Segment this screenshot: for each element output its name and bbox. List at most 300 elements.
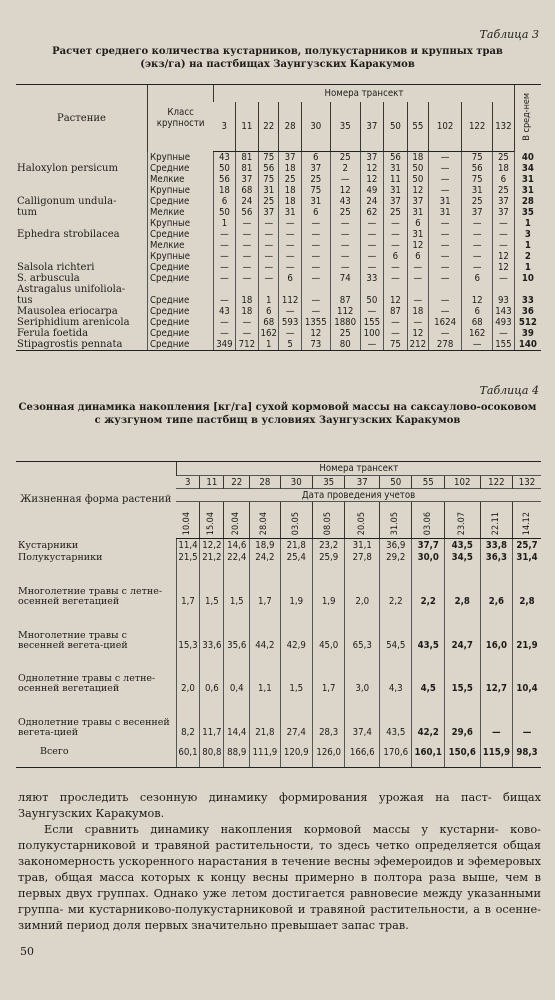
value-cell: 3,0	[345, 651, 380, 694]
value-cell: 25	[384, 207, 408, 218]
value-cell: —	[235, 251, 259, 262]
value-cell: 25,9	[312, 551, 344, 563]
value-cell: 37	[493, 196, 514, 207]
value-cell: 27,8	[345, 551, 380, 563]
table3-title-line2: (экз/га) на пастбищах Заунгузских Каракумов	[140, 59, 415, 70]
table4-title-line2: с жузгуном типе пастбищ в условиях Заунгузских Каракумов	[94, 415, 461, 426]
value-cell: 31	[514, 185, 541, 196]
value-cell: —	[360, 339, 384, 351]
value-cell: 31	[279, 207, 301, 218]
value-cell: 12	[407, 240, 428, 251]
value-cell: —	[214, 251, 235, 262]
table-row	[16, 539, 541, 551]
value-cell: —	[235, 262, 259, 273]
value-cell: 12	[407, 185, 428, 196]
table4-date	[250, 502, 280, 539]
table-row	[16, 240, 541, 251]
value-cell: 12,2	[200, 539, 224, 551]
value-cell: 2,2	[412, 563, 444, 607]
size-class: Мелкие	[147, 240, 213, 251]
value-cell: 278	[429, 339, 462, 351]
table4-date	[513, 502, 541, 539]
value-cell: —	[301, 218, 330, 229]
value-cell: 31	[407, 207, 428, 218]
value-cell: 593	[279, 317, 301, 328]
value-cell: 25	[259, 196, 279, 207]
value-cell: —	[301, 262, 330, 273]
value-cell	[330, 284, 360, 295]
value-cell: 31	[384, 185, 408, 196]
value-cell: 37	[407, 196, 428, 207]
value-cell: 56	[235, 207, 259, 218]
value-cell: 50	[214, 163, 235, 174]
plant-name	[16, 240, 147, 251]
value-cell: 68	[235, 185, 259, 196]
table4-date	[312, 502, 344, 539]
value-cell: 166,6	[345, 738, 380, 768]
value-cell: 24,7	[444, 607, 480, 651]
value-cell: —	[235, 273, 259, 284]
value-cell: 44,2	[250, 607, 280, 651]
value-cell: 1,5	[200, 563, 224, 607]
value-cell: 68	[259, 317, 279, 328]
value-cell: —	[407, 295, 428, 306]
value-cell: 10	[514, 273, 541, 284]
body-text	[18, 790, 541, 934]
value-cell: 150,6	[444, 738, 480, 768]
value-cell	[279, 284, 301, 295]
table-row	[16, 328, 541, 339]
table4-date	[380, 502, 412, 539]
table4-date	[224, 502, 250, 539]
value-cell: 87	[330, 295, 360, 306]
value-cell: 6	[384, 251, 408, 262]
life-form-label: Однолетние травы с весенней вегета-цией	[18, 716, 170, 738]
table4	[16, 461, 541, 768]
table4-transect-30: 30	[280, 476, 312, 489]
value-cell: —	[493, 218, 514, 229]
value-cell: 126,0	[312, 738, 344, 768]
table-row	[16, 651, 541, 694]
table3-transect-3: 3	[214, 102, 235, 152]
value-cell: 6	[301, 207, 330, 218]
value-cell: 87	[384, 306, 408, 317]
value-cell: —	[279, 328, 301, 339]
size-class: Крупные	[147, 185, 213, 196]
table3-header-avg: В сред-нем	[514, 85, 541, 152]
value-cell: 0,4	[224, 651, 250, 694]
value-cell: —	[384, 218, 408, 229]
value-cell: —	[513, 694, 541, 738]
value-cell: —	[214, 295, 235, 306]
value-cell: 21,8	[280, 539, 312, 551]
size-class: Средние	[147, 317, 213, 328]
value-cell: —	[429, 273, 462, 284]
value-cell: 11,4	[176, 539, 200, 551]
life-form-label: Многолетние травы с летне-осенней вегетацией	[18, 585, 163, 607]
value-cell: 14,6	[224, 539, 250, 551]
table3-transect-37: 37	[360, 102, 384, 152]
value-cell: —	[330, 251, 360, 262]
table-row	[16, 295, 541, 306]
value-cell: —	[301, 306, 330, 317]
value-cell	[301, 284, 330, 295]
value-cell: —	[429, 306, 462, 317]
table-row	[16, 551, 541, 563]
plant-name: Mausolea eriocarpa	[17, 306, 118, 317]
value-cell: —	[301, 251, 330, 262]
value-cell: 12	[407, 328, 428, 339]
value-cell: 37	[493, 207, 514, 218]
value-cell: —	[429, 251, 462, 262]
table4-header-transects: Номера трансект	[176, 462, 541, 476]
table3-header-class: Класс крупности	[147, 85, 213, 152]
paragraph-1: ляют проследить сезонную динамику формирования урожая на паст- бищах Заунгузских Каракумов.	[18, 791, 541, 820]
value-cell: 37,4	[345, 694, 380, 738]
value-cell: 1355	[301, 317, 330, 328]
value-cell: 28	[514, 196, 541, 207]
date-label: 14.12	[521, 511, 532, 535]
value-cell: 18	[407, 152, 428, 164]
value-cell: —	[384, 229, 408, 240]
value-cell: 6	[407, 251, 428, 262]
value-cell: 1,1	[250, 651, 280, 694]
value-cell: 36	[514, 306, 541, 317]
table4-header-dates: Дата проведения учетов	[176, 489, 541, 502]
value-cell: 6	[279, 273, 301, 284]
value-cell: 2,8	[513, 563, 541, 607]
life-form-label: Однолетние травы с летне-осенней вегетацией	[18, 672, 156, 694]
date-label: 20.04	[231, 511, 242, 535]
value-cell: 3	[514, 229, 541, 240]
table3-transect-11: 11	[235, 102, 259, 152]
value-cell: —	[301, 273, 330, 284]
table-row	[16, 563, 541, 607]
value-cell: —	[384, 273, 408, 284]
value-cell: 1	[514, 218, 541, 229]
value-cell: 115,9	[480, 738, 512, 768]
value-cell: 56	[214, 174, 235, 185]
value-cell: 65,3	[345, 607, 380, 651]
value-cell: 18	[407, 306, 428, 317]
value-cell: —	[429, 328, 462, 339]
value-cell: 25	[493, 152, 514, 164]
value-cell: —	[462, 218, 493, 229]
value-cell: 4,3	[380, 651, 412, 694]
table4-header-form: Жизненная форма растений	[16, 462, 176, 539]
table4-date	[200, 502, 224, 539]
table3-transect-102: 102	[429, 102, 462, 152]
plant-name: Calligonum undula-	[17, 196, 117, 207]
value-cell: 4,5	[412, 651, 444, 694]
size-class: Средние	[147, 339, 213, 351]
table-row	[16, 229, 541, 240]
table4-transect-28: 28	[250, 476, 280, 489]
value-cell: —	[235, 218, 259, 229]
value-cell: —	[235, 328, 259, 339]
value-cell: 11,7	[200, 694, 224, 738]
value-cell: —	[214, 328, 235, 339]
value-cell: 37	[384, 196, 408, 207]
value-cell: 6	[462, 273, 493, 284]
table3-transect-50: 50	[384, 102, 408, 152]
value-cell: 31	[384, 163, 408, 174]
value-cell: 712	[235, 339, 259, 351]
value-cell: 10,4	[513, 651, 541, 694]
value-cell	[407, 284, 428, 295]
value-cell: 36,3	[480, 551, 512, 563]
value-cell: 43	[214, 306, 235, 317]
size-class: Средние	[147, 163, 213, 174]
table-row	[16, 262, 541, 273]
value-cell: 37	[301, 163, 330, 174]
value-cell: 2,0	[345, 563, 380, 607]
date-label: 22.11	[490, 511, 501, 535]
size-class: Мелкие	[147, 174, 213, 185]
value-cell: 80,8	[200, 738, 224, 768]
value-cell: 1,5	[224, 563, 250, 607]
value-cell: 28,3	[312, 694, 344, 738]
size-class: Крупные	[147, 251, 213, 262]
value-cell: 160,1	[412, 738, 444, 768]
value-cell: 12	[301, 328, 330, 339]
plant-name: Salsola richteri	[17, 262, 95, 273]
value-cell: —	[235, 317, 259, 328]
value-cell: 21,5	[176, 551, 200, 563]
value-cell: 29,6	[444, 694, 480, 738]
table4-transect-50: 50	[380, 476, 412, 489]
value-cell: 30,0	[412, 551, 444, 563]
value-cell: —	[330, 229, 360, 240]
value-cell: 1	[259, 295, 279, 306]
table3-transect-35: 35	[330, 102, 360, 152]
value-cell: —	[384, 240, 408, 251]
value-cell: —	[462, 251, 493, 262]
life-form-label: Полукустарники	[18, 551, 103, 563]
value-cell: 25	[462, 196, 493, 207]
value-cell: 37	[279, 152, 301, 164]
value-cell: 35	[514, 207, 541, 218]
value-cell: —	[279, 262, 301, 273]
value-cell: 45,0	[312, 607, 344, 651]
value-cell: 43,5	[444, 539, 480, 551]
value-cell: —	[279, 240, 301, 251]
plant-name: Stipagrostis pennata	[16, 339, 147, 351]
value-cell	[429, 284, 462, 295]
value-cell: 33,8	[480, 539, 512, 551]
value-cell: —	[360, 251, 384, 262]
plant-name: Ferula foetida	[17, 328, 89, 339]
table4-transect-11: 11	[200, 476, 224, 489]
value-cell: 33,6	[200, 607, 224, 651]
value-cell: 34,5	[444, 551, 480, 563]
value-cell: —	[407, 262, 428, 273]
date-label: 03.05	[290, 511, 301, 535]
value-cell: 31	[429, 196, 462, 207]
value-cell: 37	[235, 174, 259, 185]
plant-name	[16, 152, 147, 164]
value-cell: 12,7	[480, 651, 512, 694]
value-cell: 25	[279, 174, 301, 185]
value-cell: 18	[279, 196, 301, 207]
value-cell: 15,3	[176, 607, 200, 651]
table3-header-plant: Растение	[16, 85, 147, 152]
value-cell: 50	[360, 295, 384, 306]
value-cell: 12	[360, 163, 384, 174]
date-label: 20.05	[356, 511, 367, 535]
value-cell: 39	[514, 328, 541, 339]
table3-transect-122: 122	[462, 102, 493, 152]
value-cell: —	[360, 240, 384, 251]
value-cell: 40	[514, 152, 541, 164]
value-cell: 50	[407, 174, 428, 185]
value-cell: 35,6	[224, 607, 250, 651]
value-cell: 56	[384, 152, 408, 164]
value-cell: 37	[360, 152, 384, 164]
value-cell: 81	[235, 163, 259, 174]
value-cell: —	[259, 251, 279, 262]
table4-caption: Таблица 4	[479, 384, 539, 397]
value-cell: 25	[330, 207, 360, 218]
table3-title	[18, 45, 537, 71]
value-cell: 75	[462, 152, 493, 164]
table-row	[16, 207, 541, 218]
table-row	[16, 163, 541, 174]
value-cell: 33	[514, 295, 541, 306]
table-row	[16, 273, 541, 284]
value-cell: 6	[214, 196, 235, 207]
value-cell: —	[429, 240, 462, 251]
value-cell: 112	[279, 295, 301, 306]
table4-transect-122: 122	[480, 476, 512, 489]
value-cell: 18	[493, 163, 514, 174]
life-form-label: Многолетние травы с весенней вегета-цией	[18, 629, 128, 651]
table4-date	[176, 502, 200, 539]
value-cell: 25	[330, 328, 360, 339]
value-cell: —	[301, 229, 330, 240]
size-class: Средние	[147, 196, 213, 207]
plant-name: Astragalus unifoliola-	[17, 284, 126, 295]
value-cell: —	[259, 229, 279, 240]
value-cell: 18	[279, 185, 301, 196]
value-cell: 34	[514, 163, 541, 174]
value-cell: 50	[407, 163, 428, 174]
value-cell: 155	[360, 317, 384, 328]
table3-transect-30: 30	[301, 102, 330, 152]
page-number: 50	[20, 945, 34, 958]
value-cell: 1,9	[312, 563, 344, 607]
value-cell: 75	[384, 339, 408, 351]
table4-transect-22: 22	[224, 476, 250, 489]
value-cell: 25,4	[280, 551, 312, 563]
table3-title-line1: Расчет среднего количества кустарников, полукустарников и крупных трав	[52, 46, 503, 57]
value-cell: 81	[235, 152, 259, 164]
value-cell: 16,0	[480, 607, 512, 651]
value-cell: 2,0	[176, 651, 200, 694]
table4-date	[412, 502, 444, 539]
size-class: Средние	[147, 262, 213, 273]
value-cell: 31	[407, 229, 428, 240]
value-cell: —	[462, 262, 493, 273]
table-row	[16, 185, 541, 196]
value-cell: —	[493, 229, 514, 240]
value-cell: —	[429, 229, 462, 240]
table3	[16, 84, 541, 351]
table3-transect-28: 28	[279, 102, 301, 152]
value-cell: —	[429, 174, 462, 185]
value-cell: —	[301, 240, 330, 251]
plant-name: Seriphidium arenicola	[17, 317, 130, 328]
date-label: 08.05	[323, 511, 334, 535]
value-cell: 36,9	[380, 539, 412, 551]
value-cell: —	[279, 251, 301, 262]
value-cell: 1880	[330, 317, 360, 328]
value-cell: 11	[384, 174, 408, 185]
value-cell	[235, 284, 259, 295]
value-cell: 98,3	[513, 738, 541, 768]
value-cell: 50	[214, 207, 235, 218]
value-cell: —	[480, 694, 512, 738]
life-form-label: Кустарники	[18, 539, 79, 551]
table-row	[16, 251, 541, 262]
value-cell: 33	[360, 273, 384, 284]
value-cell: 14,4	[224, 694, 250, 738]
value-cell: 140	[514, 339, 541, 351]
value-cell: 54,5	[380, 607, 412, 651]
value-cell: 1,7	[250, 563, 280, 607]
value-cell: 73	[301, 339, 330, 351]
value-cell	[493, 284, 514, 295]
date-label: 10.04	[182, 511, 193, 535]
value-cell: 2	[330, 163, 360, 174]
value-cell: 21,9	[513, 607, 541, 651]
value-cell: —	[214, 240, 235, 251]
value-cell: 8,2	[176, 694, 200, 738]
value-cell: 0,6	[200, 651, 224, 694]
value-cell: 42,9	[280, 607, 312, 651]
value-cell: 12	[360, 174, 384, 185]
value-cell: —	[360, 262, 384, 273]
value-cell: 6	[407, 218, 428, 229]
value-cell: 6	[301, 152, 330, 164]
value-cell: —	[384, 262, 408, 273]
table-row	[16, 174, 541, 185]
value-cell	[214, 284, 235, 295]
value-cell: —	[279, 218, 301, 229]
value-cell: —	[407, 317, 428, 328]
value-cell: 37	[462, 207, 493, 218]
value-cell: —	[429, 152, 462, 164]
table4-transect-102: 102	[444, 476, 480, 489]
value-cell: —	[214, 262, 235, 273]
value-cell: —	[360, 229, 384, 240]
value-cell: 212	[407, 339, 428, 351]
table3-transect-55: 55	[407, 102, 428, 152]
value-cell: —	[214, 273, 235, 284]
value-cell: —	[429, 163, 462, 174]
plant-name: Ephedra strobilacea	[17, 229, 120, 240]
value-cell: —	[360, 306, 384, 317]
table-row	[16, 738, 541, 768]
table3-transect-132: 132	[493, 102, 514, 152]
value-cell: 1	[514, 262, 541, 273]
value-cell: —	[330, 174, 360, 185]
value-cell: 31	[514, 174, 541, 185]
value-cell: 2,6	[480, 563, 512, 607]
date-label: 23.07	[456, 511, 467, 535]
table-row	[16, 607, 541, 651]
size-class: Средние	[147, 229, 213, 240]
